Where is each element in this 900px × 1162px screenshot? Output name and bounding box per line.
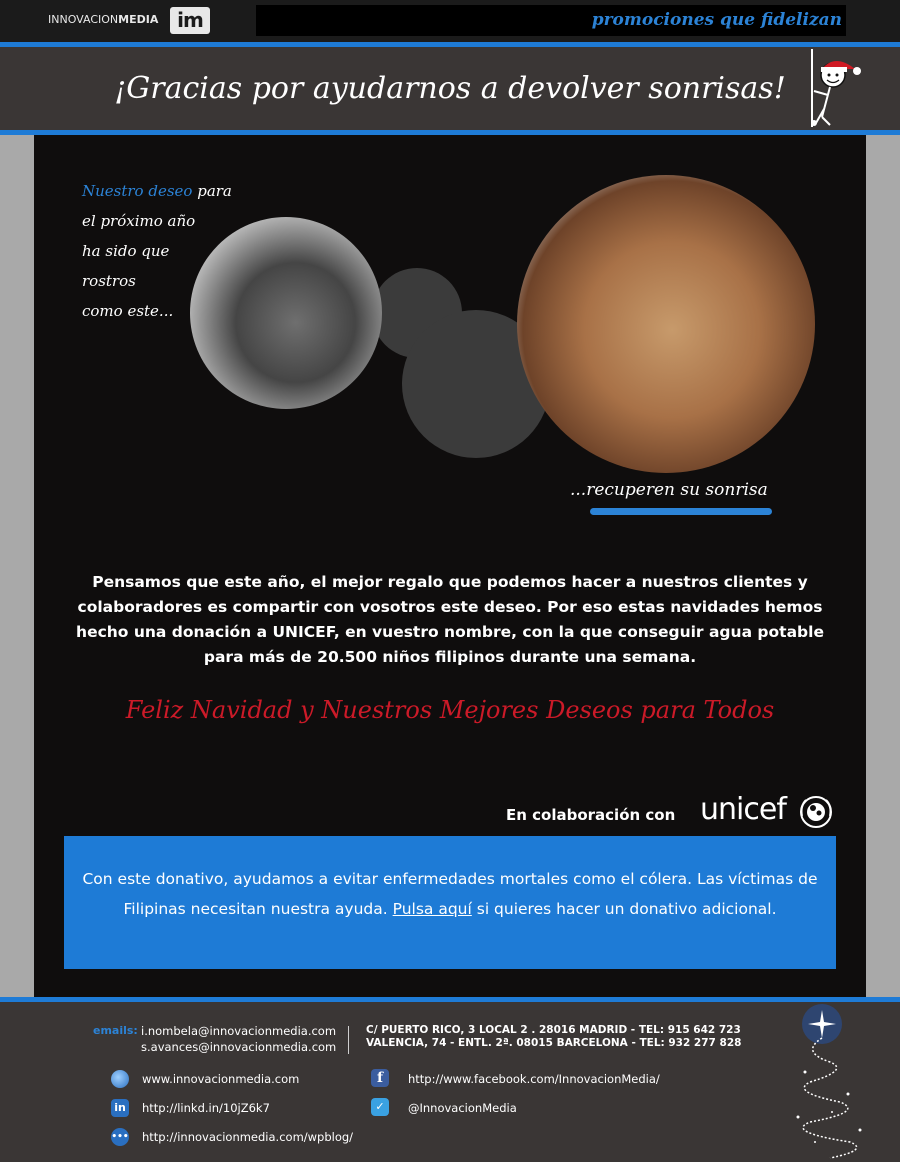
emails-label: emails:: [93, 1024, 138, 1037]
address-barcelona: VALENCIA, 74 - ENTL. 2ª. 08015 BARCELONA - TEL: 932 277 828: [366, 1037, 742, 1049]
wish-line-5: como este...: [82, 302, 174, 320]
website-link[interactable]: www.innovacionmedia.com: [142, 1072, 300, 1086]
page-title: ¡Gracias por ayudarnos a devolver sonrisas!: [114, 71, 786, 106]
donation-text-before: Con este donativo, ayudamos a evitar enfermedades mortales como el cólera. Las víctimas de Filipinas necesitan nuestra ayuda.: [82, 870, 818, 918]
twitter-icon[interactable]: ✓: [371, 1098, 389, 1116]
header-band: [0, 47, 900, 130]
wish-line-2: el próximo año: [82, 212, 196, 230]
blog-icon[interactable]: •••: [111, 1128, 129, 1146]
tagline: promociones que fidelizan: [591, 10, 842, 30]
address-madrid: C/ PUERTO RICO, 3 LOCAL 2 . 28016 MADRID - TEL: 915 642 723: [366, 1024, 741, 1036]
wish-line-1: para: [192, 182, 232, 200]
donate-link[interactable]: Pulsa aquí: [392, 900, 472, 918]
brand-logo-bold: MEDIA: [118, 13, 159, 26]
smile-prefix: ...: [570, 480, 587, 500]
blog-link[interactable]: http://innovacionmedia.com/wpblog/: [142, 1130, 354, 1144]
body-paragraph: Pensamos que este año, el mejor regalo que podemos hacer a nuestros clientes y colaboradores es compartir con vosotros este deseo. Por eso estas navidades hemos hecho una donación a UNICEF, en vuestro nombre, con la que conseguir agua potable para más de 20.500 niños filipinos durante una semana.: [76, 573, 824, 666]
email-link-avances[interactable]: s.avances@innovacionmedia.com: [141, 1040, 337, 1054]
wish-text: [82, 176, 262, 326]
wish-highlight: Nuestro deseo: [82, 182, 193, 200]
facebook-link[interactable]: http://www.facebook.com/InnovacionMedia/: [408, 1072, 660, 1086]
smile-text: recuperen su sonrisa: [586, 480, 768, 500]
email-link-nombela[interactable]: i.nombela@innovacionmedia.com: [141, 1024, 337, 1038]
unicef-logo[interactable]: unicef: [700, 792, 786, 827]
brand-logo-regular: INNOVACION: [48, 13, 119, 26]
twitter-link[interactable]: @InnovacionMedia: [408, 1101, 517, 1115]
smile-underline: [590, 508, 772, 515]
christmas-greeting: Feliz Navidad y Nuestros Mejores Deseos para Todos: [125, 696, 775, 724]
stick-figure-santa-icon: [800, 47, 880, 127]
linkedin-link[interactable]: http://linkd.in/10jZ6k7: [142, 1101, 270, 1115]
brand-logo-text[interactable]: [48, 13, 158, 26]
collaboration-label: En colaboración con: [506, 806, 676, 824]
footer: [0, 1002, 900, 1162]
brand-logo-icon[interactable]: im: [170, 7, 210, 34]
child-photo-smiling: [517, 175, 815, 473]
christmas-tree-icon: [770, 1002, 890, 1162]
unicef-emblem-icon: [798, 794, 834, 830]
donation-text-after: si quieres hacer un donativo adicional.: [471, 900, 777, 918]
facebook-icon[interactable]: f: [371, 1069, 389, 1087]
wish-line-3: ha sido que: [82, 242, 170, 260]
globe-icon[interactable]: [111, 1070, 129, 1088]
wish-line-4: rostros: [82, 272, 136, 290]
donation-text: [74, 864, 826, 924]
smile-caption: [570, 480, 768, 500]
footer-vertical-divider: [348, 1026, 349, 1054]
linkedin-icon[interactable]: in: [111, 1099, 129, 1117]
donation-box: [64, 836, 836, 969]
top-bar: [0, 0, 900, 42]
